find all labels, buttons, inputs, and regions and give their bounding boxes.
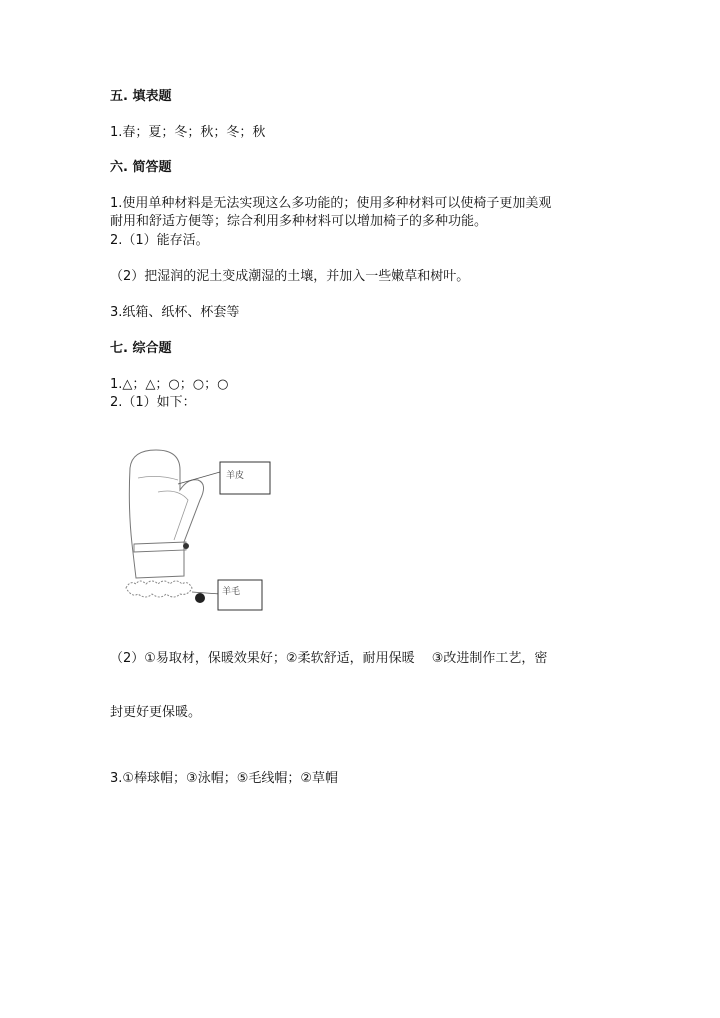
answer-comp-2-intro: 2.（1）如下： xyxy=(110,395,196,410)
mitten-diagram xyxy=(118,448,278,618)
answer-comp-1: 1.△；△；○；○；○ xyxy=(110,377,229,392)
label-text-top: 羊皮 xyxy=(226,471,245,481)
leader-line-top xyxy=(178,472,220,484)
answer-comp-2-part2-line-1: （2）①易取材，保暖效果好；②柔软舒适，耐用保暖 ③改进制作工艺，密 xyxy=(110,651,548,666)
mitten-thumb-line xyxy=(158,491,188,540)
mitten-wool-edge xyxy=(126,581,192,597)
answer-short-2-line-1: 2.（1）能存活。 xyxy=(110,233,209,248)
mitten-button xyxy=(183,543,189,549)
mitten-outline xyxy=(129,450,203,578)
leader-line-bottom xyxy=(192,592,220,594)
mitten-inner-line xyxy=(138,476,178,480)
answer-short-2-line-2: （2）把湿润的泥土变成潮湿的土壤，并加入一些嫩草和树叶。 xyxy=(110,269,470,284)
answer-comp-2-part2-line-2: 封更好更保暖。 xyxy=(110,705,202,720)
mitten-wool-ball xyxy=(195,593,205,603)
section-heading-comprehensive: 七. 综合题 xyxy=(110,341,172,356)
answer-comp-3: 3.①棒球帽；③泳帽；⑤毛线帽；②草帽 xyxy=(110,771,339,786)
answer-short-1-line-1: 1.使用单种材料是无法实现这么多功能的；使用多种材料可以使椅子更加美观 xyxy=(110,196,552,211)
mitten-illustration xyxy=(118,448,278,618)
answer-short-1-line-2: 耐用和舒适方便等；综合利用多种材料可以增加椅子的多种功能。 xyxy=(110,214,488,229)
label-text-bottom: 羊毛 xyxy=(222,587,241,597)
section-heading-short-answer: 六. 简答题 xyxy=(110,160,172,175)
answer-short-3: 3.纸箱、纸杯、杯套等 xyxy=(110,305,240,320)
section-heading-fill-table: 五. 填表题 xyxy=(110,89,172,104)
mitten-cuff-band xyxy=(134,542,186,552)
answer-fill-table-1: 1.春；夏；冬；秋；冬；秋 xyxy=(110,125,266,140)
